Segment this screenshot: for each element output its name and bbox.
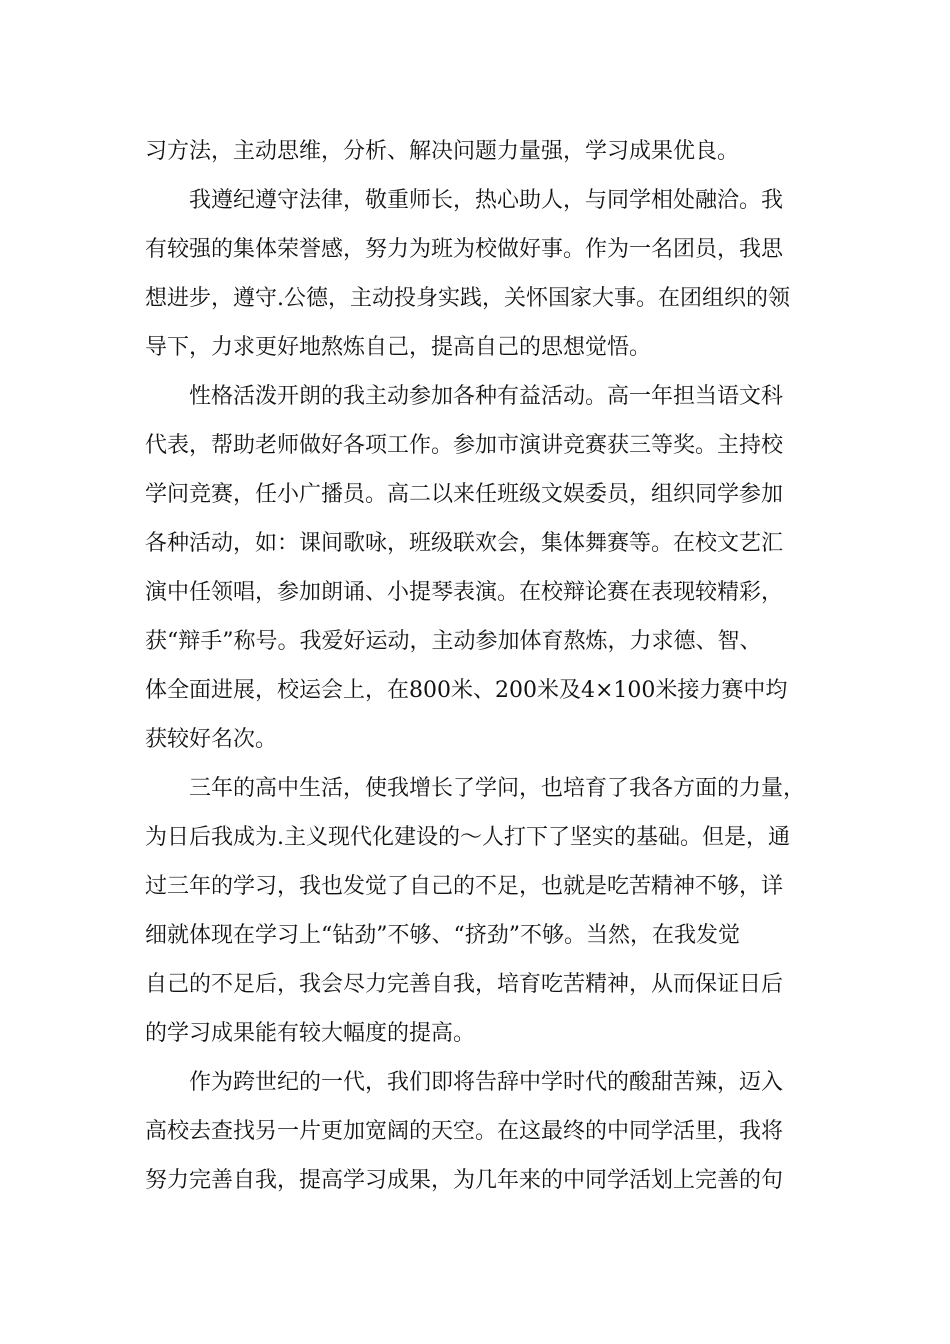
paragraph-line: 为日后我成为.主义现代化建设的～人打下了坚实的基础。但是，通 xyxy=(145,825,790,850)
paragraph-line: 过三年的学习，我也发觉了自己的不足，也就是吃苦精神不够，详 xyxy=(145,874,784,899)
paragraph-line: 性格活泼开朗的我主动参加各种有益活动。高一年担当语文科 xyxy=(189,384,784,409)
paragraph-line: 获较好名次。 xyxy=(145,727,278,752)
paragraph-line: 代表，帮助老师做好各项工作。参加市演讲竞赛获三等奖。主持校 xyxy=(145,433,784,458)
document-body xyxy=(145,127,810,1205)
paragraph-line: 自己的不足后，我会尽力完善自我，培育吃苦精神，从而保证日后 xyxy=(145,972,784,997)
paragraph-line: 获“辩手”称号。我爱好运动，主动参加体育熬炼，力求德、智、 xyxy=(145,629,762,654)
paragraph-line: 细就体现在学习上“钻劲”不够、“挤劲”不够。当然，在我发觉 xyxy=(145,923,740,948)
paragraph-line: 想进步，遵守.公德，主动投身实践，关怀国家大事。在团组织的领 xyxy=(145,286,790,311)
paragraph-line: 努力完善自我，提高学习成果，为几年来的中同学活划上完善的句 xyxy=(145,1168,784,1193)
paragraph-line: 的学习成果能有较大幅度的提高。 xyxy=(145,1021,476,1046)
paragraph-line: 导下，力求更好地熬炼自己，提高自己的思想觉悟。 xyxy=(145,335,652,360)
paragraph-line: 三年的高中生活，使我增长了学问，也培育了我各方面的力量， xyxy=(189,776,806,801)
paragraph-line: 体全面进展，校运会上，在800米、200米及4×100米接力赛中均 xyxy=(145,678,788,703)
paragraph-line: 有较强的集体荣誉感，努力为班为校做好事。作为一名团员，我思 xyxy=(145,237,784,262)
paragraph-line: 作为跨世纪的一代，我们即将告辞中学时代的酸甜苦辣，迈入 xyxy=(189,1070,784,1095)
paragraph-line: 演中任领唱，参加朗诵、小提琴表演。在校辩论赛在表现较精彩， xyxy=(145,580,784,605)
paragraph-line: 高校去查找另一片更加宽阔的天空。在这最终的中同学活里，我将 xyxy=(145,1119,784,1144)
paragraph-line: 各种活动，如：课间歌咏，班级联欢会，集体舞赛等。在校文艺汇 xyxy=(145,531,784,556)
paragraph-line: 我遵纪遵守法律，敬重师长，热心助人，与同学相处融洽。我 xyxy=(189,188,784,213)
paragraph-line: 学问竞赛，任小广播员。高二以来任班级文娱委员，组织同学参加 xyxy=(145,482,784,507)
paragraph-line: 习方法，主动思维，分析、解决问题力量强，学习成果优良。 xyxy=(145,139,740,164)
